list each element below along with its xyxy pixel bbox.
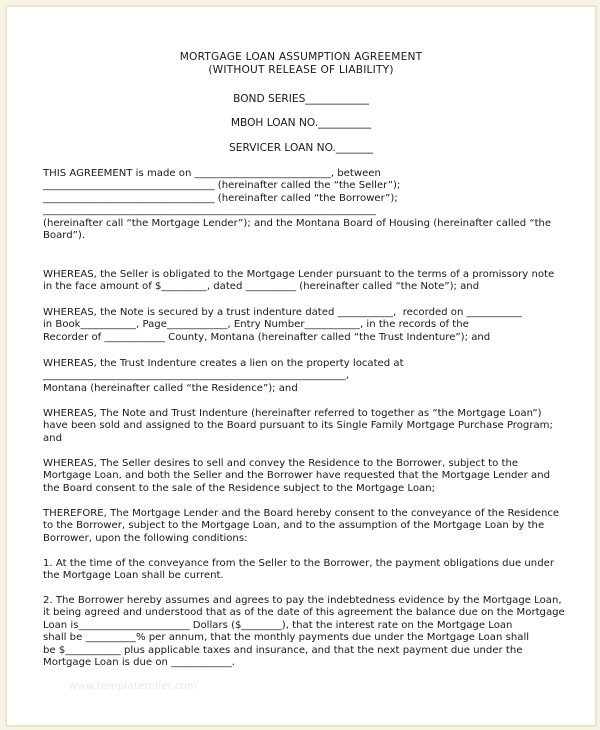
- whereas-seller-desires-paragraph: WHEREAS, The Seller desires to sell and convey the Residence to the Borrower, subject to the Mortgage Loan, and both the Seller and the Borrower have requested that the Mortgage Lender and the Board consent to the sale of the Residence subject to the Mortgage Loan;: [43, 458, 550, 494]
- whereas-trust-indenture-paragraph: WHEREAS, the Note is secured by a trust indenture dated ___________, recorded on ___________ in Book___________, Page____________, Entry Number___________, in the records of the Recorder of ____________ County, Montana (hereinafter called “the Trust Indenture”); and: [43, 307, 523, 343]
- whereas-lien-paragraph: WHEREAS, the Trust Indenture creates a lien on the property located at ____________________________________________________________, Montana (hereinafter called “the Residence”); and: [43, 358, 404, 394]
- whereas-mortgage-loan-paragraph: WHEREAS, The Note and Trust Indenture (hereinafter referred to together as “the Mortgage Loan”) have been sold and assigned to the Board pursuant to its Single Family Mortgage Purchase Program; and: [43, 408, 553, 444]
- watermark: www.templateroller.com: [69, 681, 197, 692]
- whereas-promissory-note-paragraph: WHEREAS, the Seller is obligated to the Mortgage Lender pursuant to the terms of a promissory note in the face amount of $_________, dated __________ (hereinafter called “the Note”); and: [43, 269, 555, 293]
- therefore-paragraph: THEREFORE, The Mortgage Lender and the Board hereby consent to the conveyance of the Residence to the Borrower, subject to the Mortgage Loan, and to the assumption of the Mortgage Loan by the Borrower, upon the following conditions:: [43, 508, 560, 544]
- document-subtitle: (WITHOUT RELEASE OF LIABILITY): [208, 64, 394, 76]
- agreement-intro-paragraph: THIS AGREEMENT is made on ___________________________, between __________________________________ (hereinafter called the “the Seller”); __________________________________ (hereinafter called “the Borrower”); __________________________________________________________________ (hereinafter call “the Mortgage Lender”); and the Montana Board of Housing (hereinafter called “the Board”).: [43, 168, 552, 242]
- condition-1-paragraph: 1. At the time of the conveyance from the Seller to the Borrower, the payment obligations due under the Mortgage Loan shall be current.: [43, 558, 554, 582]
- document-page: [6, 6, 596, 726]
- servicer-loan-field: SERVICER LOAN NO._______: [229, 142, 373, 154]
- mboh-loan-field: MBOH LOAN NO.__________: [230, 117, 372, 129]
- bond-series-field: BOND SERIES____________: [233, 93, 369, 105]
- document-title: MORTGAGE LOAN ASSUMPTION AGREEMENT: [179, 51, 423, 63]
- condition-2-paragraph: 2. The Borrower hereby assumes and agrees to pay the indebtedness evidence by the Mortgage Loan, it being agreed and understood that as of the date of this agreement the balance due on the Mortgage Loan is______________________ Dollars ($________), that the interest rate on the Mortgage Loan shall be __________% per annum, that the monthly payments due under the Mortgage Loan shall be $___________ plus applicable taxes and insurance, and that the next payment due under the Mortgage Loan is due on ____________.: [43, 595, 565, 669]
